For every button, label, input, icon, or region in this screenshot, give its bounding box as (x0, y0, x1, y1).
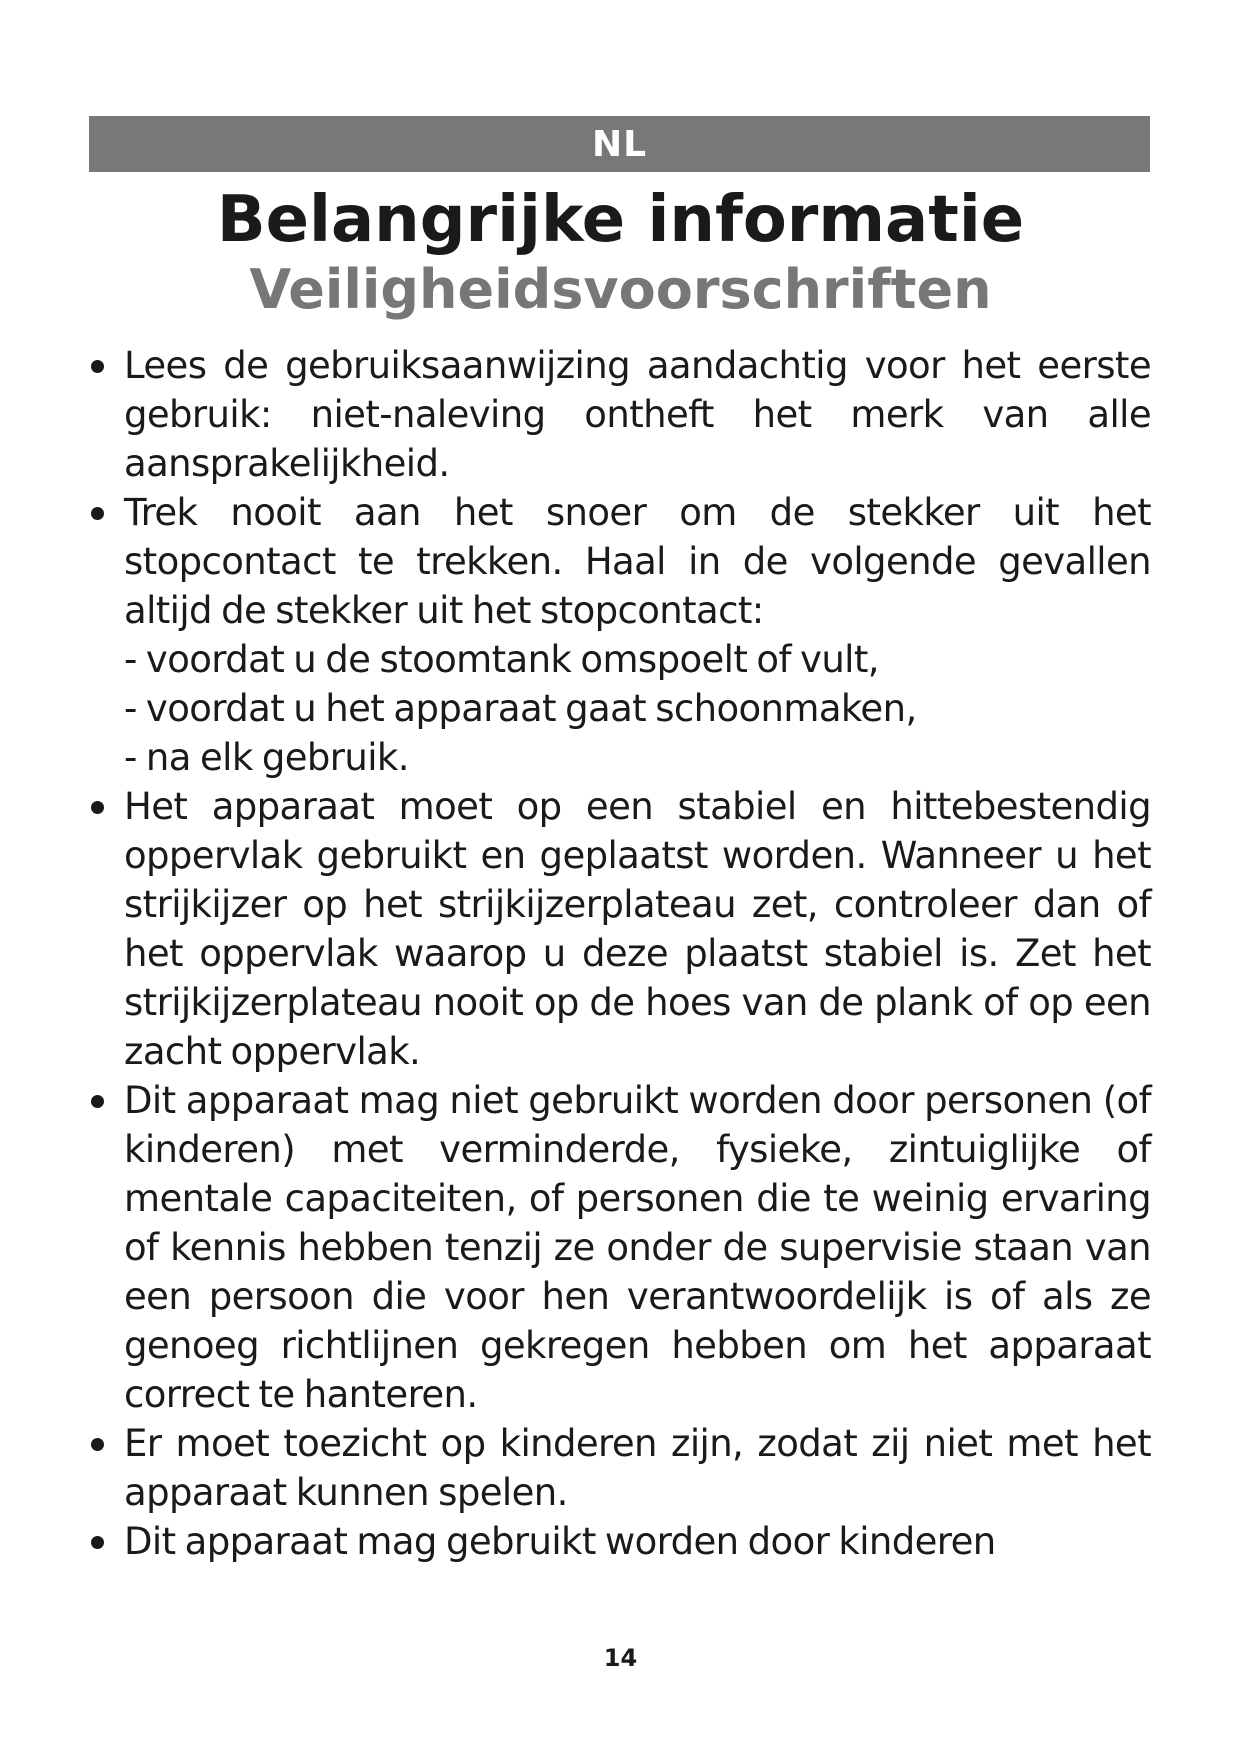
list-item (89, 1419, 1151, 1517)
sub-item: - voordat u de stoomtank omspoelt of vult, (124, 638, 879, 681)
sub-item: - na elk gebruik. (124, 736, 409, 779)
list-item (89, 1076, 1151, 1419)
page-number: 14 (603, 1644, 638, 1672)
section-subtitle: Veiligheidsvoorschriften (249, 258, 992, 321)
list-item-text: Er moet toezicht op kinderen zijn, zodat zij niet met het apparaat kunnen spelen. (124, 1422, 1151, 1514)
list-item-text: Dit apparaat mag niet gebruikt worden door personen (of kinderen) met verminderde, fysieke, zintuiglijke of mentale capaciteiten, of personen die te weinig ervaring of kennis hebben tenzij ze onder de supervisie staan van een persoon die voor hen verantwoordelijk is of als ze genoeg richtlijnen gekregen hebben om het apparaat correct te hanteren. (124, 1079, 1151, 1416)
list-item (89, 782, 1151, 1076)
list-item-text: Lees de gebruiksaanwijzing aandachtig voor het eerste gebruik: niet-naleving ontheft het merk van alle aansprakelijkheid. (124, 344, 1151, 485)
list-item-text: Dit apparaat mag gebruikt worden door kinderen (124, 1520, 996, 1563)
list-item (89, 1517, 1151, 1566)
bullet-icon (91, 1095, 104, 1108)
bullet-icon (91, 507, 104, 520)
list-item-text: Trek nooit aan het snoer om de stekker uit het stopcontact te trekken. Haal in de volgende gevallen altijd de stekker uit het stopcontact: (124, 491, 1151, 632)
list-item (89, 341, 1151, 488)
page-title: Belangrijke informatie (216, 183, 1025, 257)
bullet-icon (91, 1438, 104, 1451)
language-code: NL (591, 123, 648, 165)
list-item (89, 488, 1151, 782)
bullet-icon (91, 360, 104, 373)
list-item-text: Het apparaat moet op een stabiel en hittebestendig oppervlak gebruikt en geplaatst worden. Wanneer u het strijkijzer op het strijkijzerplateau zet, controleer dan of het oppervlak waarop u deze plaatst stabiel is. Zet het strijkijzerplateau nooit op de hoes van de plank of op een zacht oppervlak. (124, 785, 1151, 1073)
language-bar (89, 116, 1150, 172)
sub-item: - voordat u het apparaat gaat schoonmaken, (124, 687, 917, 730)
bullet-icon (91, 1536, 104, 1549)
safety-instructions-list (89, 341, 1151, 1566)
bullet-icon (91, 801, 104, 814)
